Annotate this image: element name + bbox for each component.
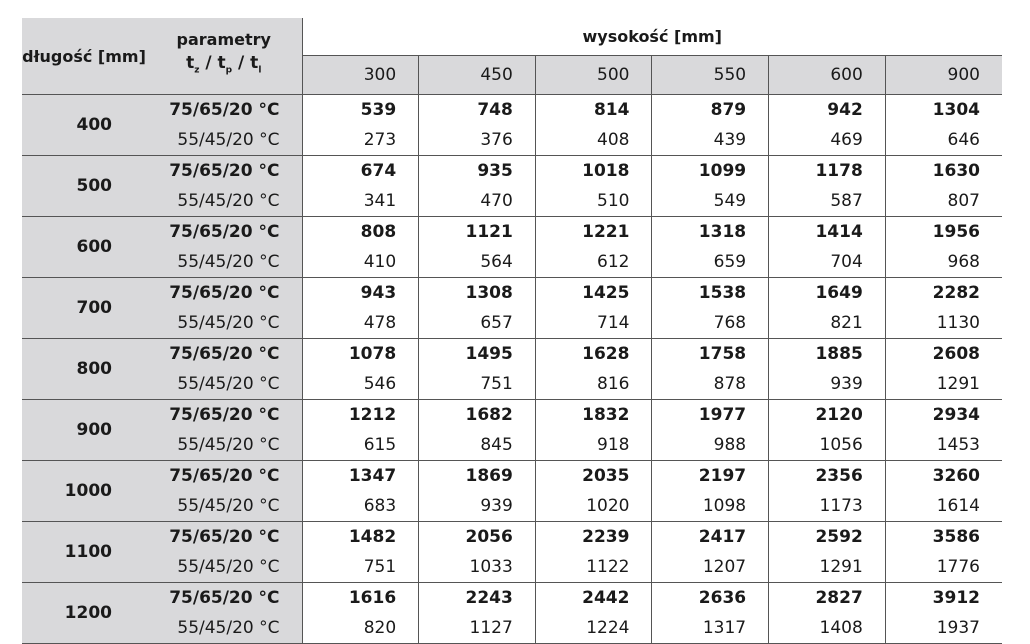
value-cell: 612 [535, 247, 652, 278]
value-cell: 1122 [535, 552, 652, 583]
value-cell: 1956 [885, 217, 1002, 248]
value-cell: 1347 [302, 461, 419, 492]
table-row [22, 217, 1002, 248]
value-cell: 1937 [885, 613, 1002, 644]
value-cell: 1207 [652, 552, 769, 583]
table-row [22, 308, 1002, 339]
value-cell: 1885 [769, 339, 886, 370]
value-cell: 615 [302, 430, 419, 461]
params-column-header [146, 18, 302, 95]
value-cell: 1538 [652, 278, 769, 309]
value-cell: 341 [302, 186, 419, 217]
length-cell: 400 [22, 95, 146, 156]
value-cell: 439 [652, 125, 769, 156]
value-cell: 1758 [652, 339, 769, 370]
table-row [22, 339, 1002, 370]
table-row [22, 369, 1002, 400]
value-cell: 564 [419, 247, 536, 278]
value-cell: 816 [535, 369, 652, 400]
value-cell: 2592 [769, 522, 886, 553]
params-symbols: $t_z / t_p / t_l$ [186, 53, 262, 76]
value-cell: 808 [302, 217, 419, 248]
table-row [22, 186, 1002, 217]
value-cell: 469 [769, 125, 886, 156]
value-cell: 1630 [885, 156, 1002, 187]
table-row [22, 156, 1002, 187]
value-cell: 408 [535, 125, 652, 156]
table-row [22, 613, 1002, 644]
value-cell: 2934 [885, 400, 1002, 431]
length-cell: 800 [22, 339, 146, 400]
value-cell: 820 [302, 613, 419, 644]
value-cell: 646 [885, 125, 1002, 156]
value-cell: 657 [419, 308, 536, 339]
value-cell: 1425 [535, 278, 652, 309]
value-cell: 1173 [769, 491, 886, 522]
height-group-header: wysokość [mm] [302, 18, 1002, 56]
value-cell: 539 [302, 95, 419, 126]
table-row [22, 247, 1002, 278]
table-row [22, 461, 1002, 492]
value-cell: 748 [419, 95, 536, 126]
value-cell: 714 [535, 308, 652, 339]
value-cell: 549 [652, 186, 769, 217]
param-high-cell: 75/65/20 °C [146, 278, 302, 309]
value-cell: 3912 [885, 583, 1002, 614]
value-cell: 1776 [885, 552, 1002, 583]
param-high-cell: 75/65/20 °C [146, 583, 302, 614]
height-header-500: 500 [535, 56, 652, 95]
param-high-cell: 75/65/20 °C [146, 95, 302, 126]
table-row [22, 278, 1002, 309]
param-high-cell: 75/65/20 °C [146, 400, 302, 431]
value-cell: 2239 [535, 522, 652, 553]
height-header-600: 600 [769, 56, 886, 95]
value-cell: 939 [769, 369, 886, 400]
value-cell: 1221 [535, 217, 652, 248]
value-cell: 807 [885, 186, 1002, 217]
value-cell: 1317 [652, 613, 769, 644]
params-title: parametry [176, 30, 271, 50]
value-cell: 1018 [535, 156, 652, 187]
value-cell: 587 [769, 186, 886, 217]
value-cell: 1318 [652, 217, 769, 248]
value-cell: 751 [302, 552, 419, 583]
value-cell: 1453 [885, 430, 1002, 461]
param-high-cell: 75/65/20 °C [146, 522, 302, 553]
value-cell: 1178 [769, 156, 886, 187]
value-cell: 1224 [535, 613, 652, 644]
value-cell: 2120 [769, 400, 886, 431]
value-cell: 1482 [302, 522, 419, 553]
value-cell: 704 [769, 247, 886, 278]
param-low-cell: 55/45/20 °C [146, 369, 302, 400]
value-cell: 1414 [769, 217, 886, 248]
value-cell: 1130 [885, 308, 1002, 339]
length-cell: 1100 [22, 522, 146, 583]
value-cell: 1127 [419, 613, 536, 644]
value-cell: 768 [652, 308, 769, 339]
value-cell: 2243 [419, 583, 536, 614]
value-cell: 1977 [652, 400, 769, 431]
value-cell: 988 [652, 430, 769, 461]
length-cell: 700 [22, 278, 146, 339]
value-cell: 470 [419, 186, 536, 217]
param-high-cell: 75/65/20 °C [146, 156, 302, 187]
heat-output-table [22, 18, 1002, 644]
value-cell: 659 [652, 247, 769, 278]
param-low-cell: 55/45/20 °C [146, 430, 302, 461]
height-header-300: 300 [302, 56, 419, 95]
value-cell: 1304 [885, 95, 1002, 126]
value-cell: 273 [302, 125, 419, 156]
value-cell: 1614 [885, 491, 1002, 522]
value-cell: 1020 [535, 491, 652, 522]
value-cell: 1682 [419, 400, 536, 431]
value-cell: 968 [885, 247, 1002, 278]
param-high-cell: 75/65/20 °C [146, 339, 302, 370]
value-cell: 1099 [652, 156, 769, 187]
value-cell: 2035 [535, 461, 652, 492]
value-cell: 410 [302, 247, 419, 278]
table-row [22, 522, 1002, 553]
length-cell: 600 [22, 217, 146, 278]
table-row [22, 583, 1002, 614]
value-cell: 878 [652, 369, 769, 400]
param-low-cell: 55/45/20 °C [146, 186, 302, 217]
param-low-cell: 55/45/20 °C [146, 552, 302, 583]
value-cell: 918 [535, 430, 652, 461]
value-cell: 510 [535, 186, 652, 217]
value-cell: 939 [419, 491, 536, 522]
value-cell: 1291 [885, 369, 1002, 400]
height-header-450: 450 [419, 56, 536, 95]
value-cell: 2197 [652, 461, 769, 492]
value-cell: 1212 [302, 400, 419, 431]
param-high-cell: 75/65/20 °C [146, 217, 302, 248]
value-cell: 2827 [769, 583, 886, 614]
height-header-900: 900 [885, 56, 1002, 95]
value-cell: 1121 [419, 217, 536, 248]
value-cell: 546 [302, 369, 419, 400]
table-header [22, 18, 1002, 95]
table-row [22, 125, 1002, 156]
value-cell: 879 [652, 95, 769, 126]
value-cell: 814 [535, 95, 652, 126]
value-cell: 1832 [535, 400, 652, 431]
value-cell: 1078 [302, 339, 419, 370]
value-cell: 1408 [769, 613, 886, 644]
value-cell: 2442 [535, 583, 652, 614]
value-cell: 2608 [885, 339, 1002, 370]
value-cell: 1649 [769, 278, 886, 309]
table-row [22, 552, 1002, 583]
length-cell: 1000 [22, 461, 146, 522]
value-cell: 935 [419, 156, 536, 187]
value-cell: 2056 [419, 522, 536, 553]
param-low-cell: 55/45/20 °C [146, 247, 302, 278]
value-cell: 1098 [652, 491, 769, 522]
value-cell: 845 [419, 430, 536, 461]
value-cell: 942 [769, 95, 886, 126]
param-low-cell: 55/45/20 °C [146, 491, 302, 522]
value-cell: 1869 [419, 461, 536, 492]
value-cell: 2356 [769, 461, 886, 492]
table-row [22, 95, 1002, 126]
value-cell: 943 [302, 278, 419, 309]
length-cell: 1200 [22, 583, 146, 644]
length-column-header: długość [mm] [22, 18, 146, 95]
value-cell: 2282 [885, 278, 1002, 309]
value-cell: 3260 [885, 461, 1002, 492]
value-cell: 478 [302, 308, 419, 339]
param-low-cell: 55/45/20 °C [146, 613, 302, 644]
height-header-550: 550 [652, 56, 769, 95]
value-cell: 376 [419, 125, 536, 156]
length-cell: 500 [22, 156, 146, 217]
value-cell: 3586 [885, 522, 1002, 553]
value-cell: 1616 [302, 583, 419, 614]
value-cell: 674 [302, 156, 419, 187]
table-row [22, 430, 1002, 461]
param-low-cell: 55/45/20 °C [146, 308, 302, 339]
value-cell: 683 [302, 491, 419, 522]
value-cell: 1056 [769, 430, 886, 461]
length-cell: 900 [22, 400, 146, 461]
param-low-cell: 55/45/20 °C [146, 125, 302, 156]
value-cell: 821 [769, 308, 886, 339]
value-cell: 1495 [419, 339, 536, 370]
value-cell: 751 [419, 369, 536, 400]
value-cell: 2417 [652, 522, 769, 553]
value-cell: 2636 [652, 583, 769, 614]
table-row [22, 491, 1002, 522]
param-high-cell: 75/65/20 °C [146, 461, 302, 492]
value-cell: 1308 [419, 278, 536, 309]
value-cell: 1291 [769, 552, 886, 583]
value-cell: 1033 [419, 552, 536, 583]
table-row [22, 400, 1002, 431]
value-cell: 1628 [535, 339, 652, 370]
table-body [22, 95, 1002, 644]
